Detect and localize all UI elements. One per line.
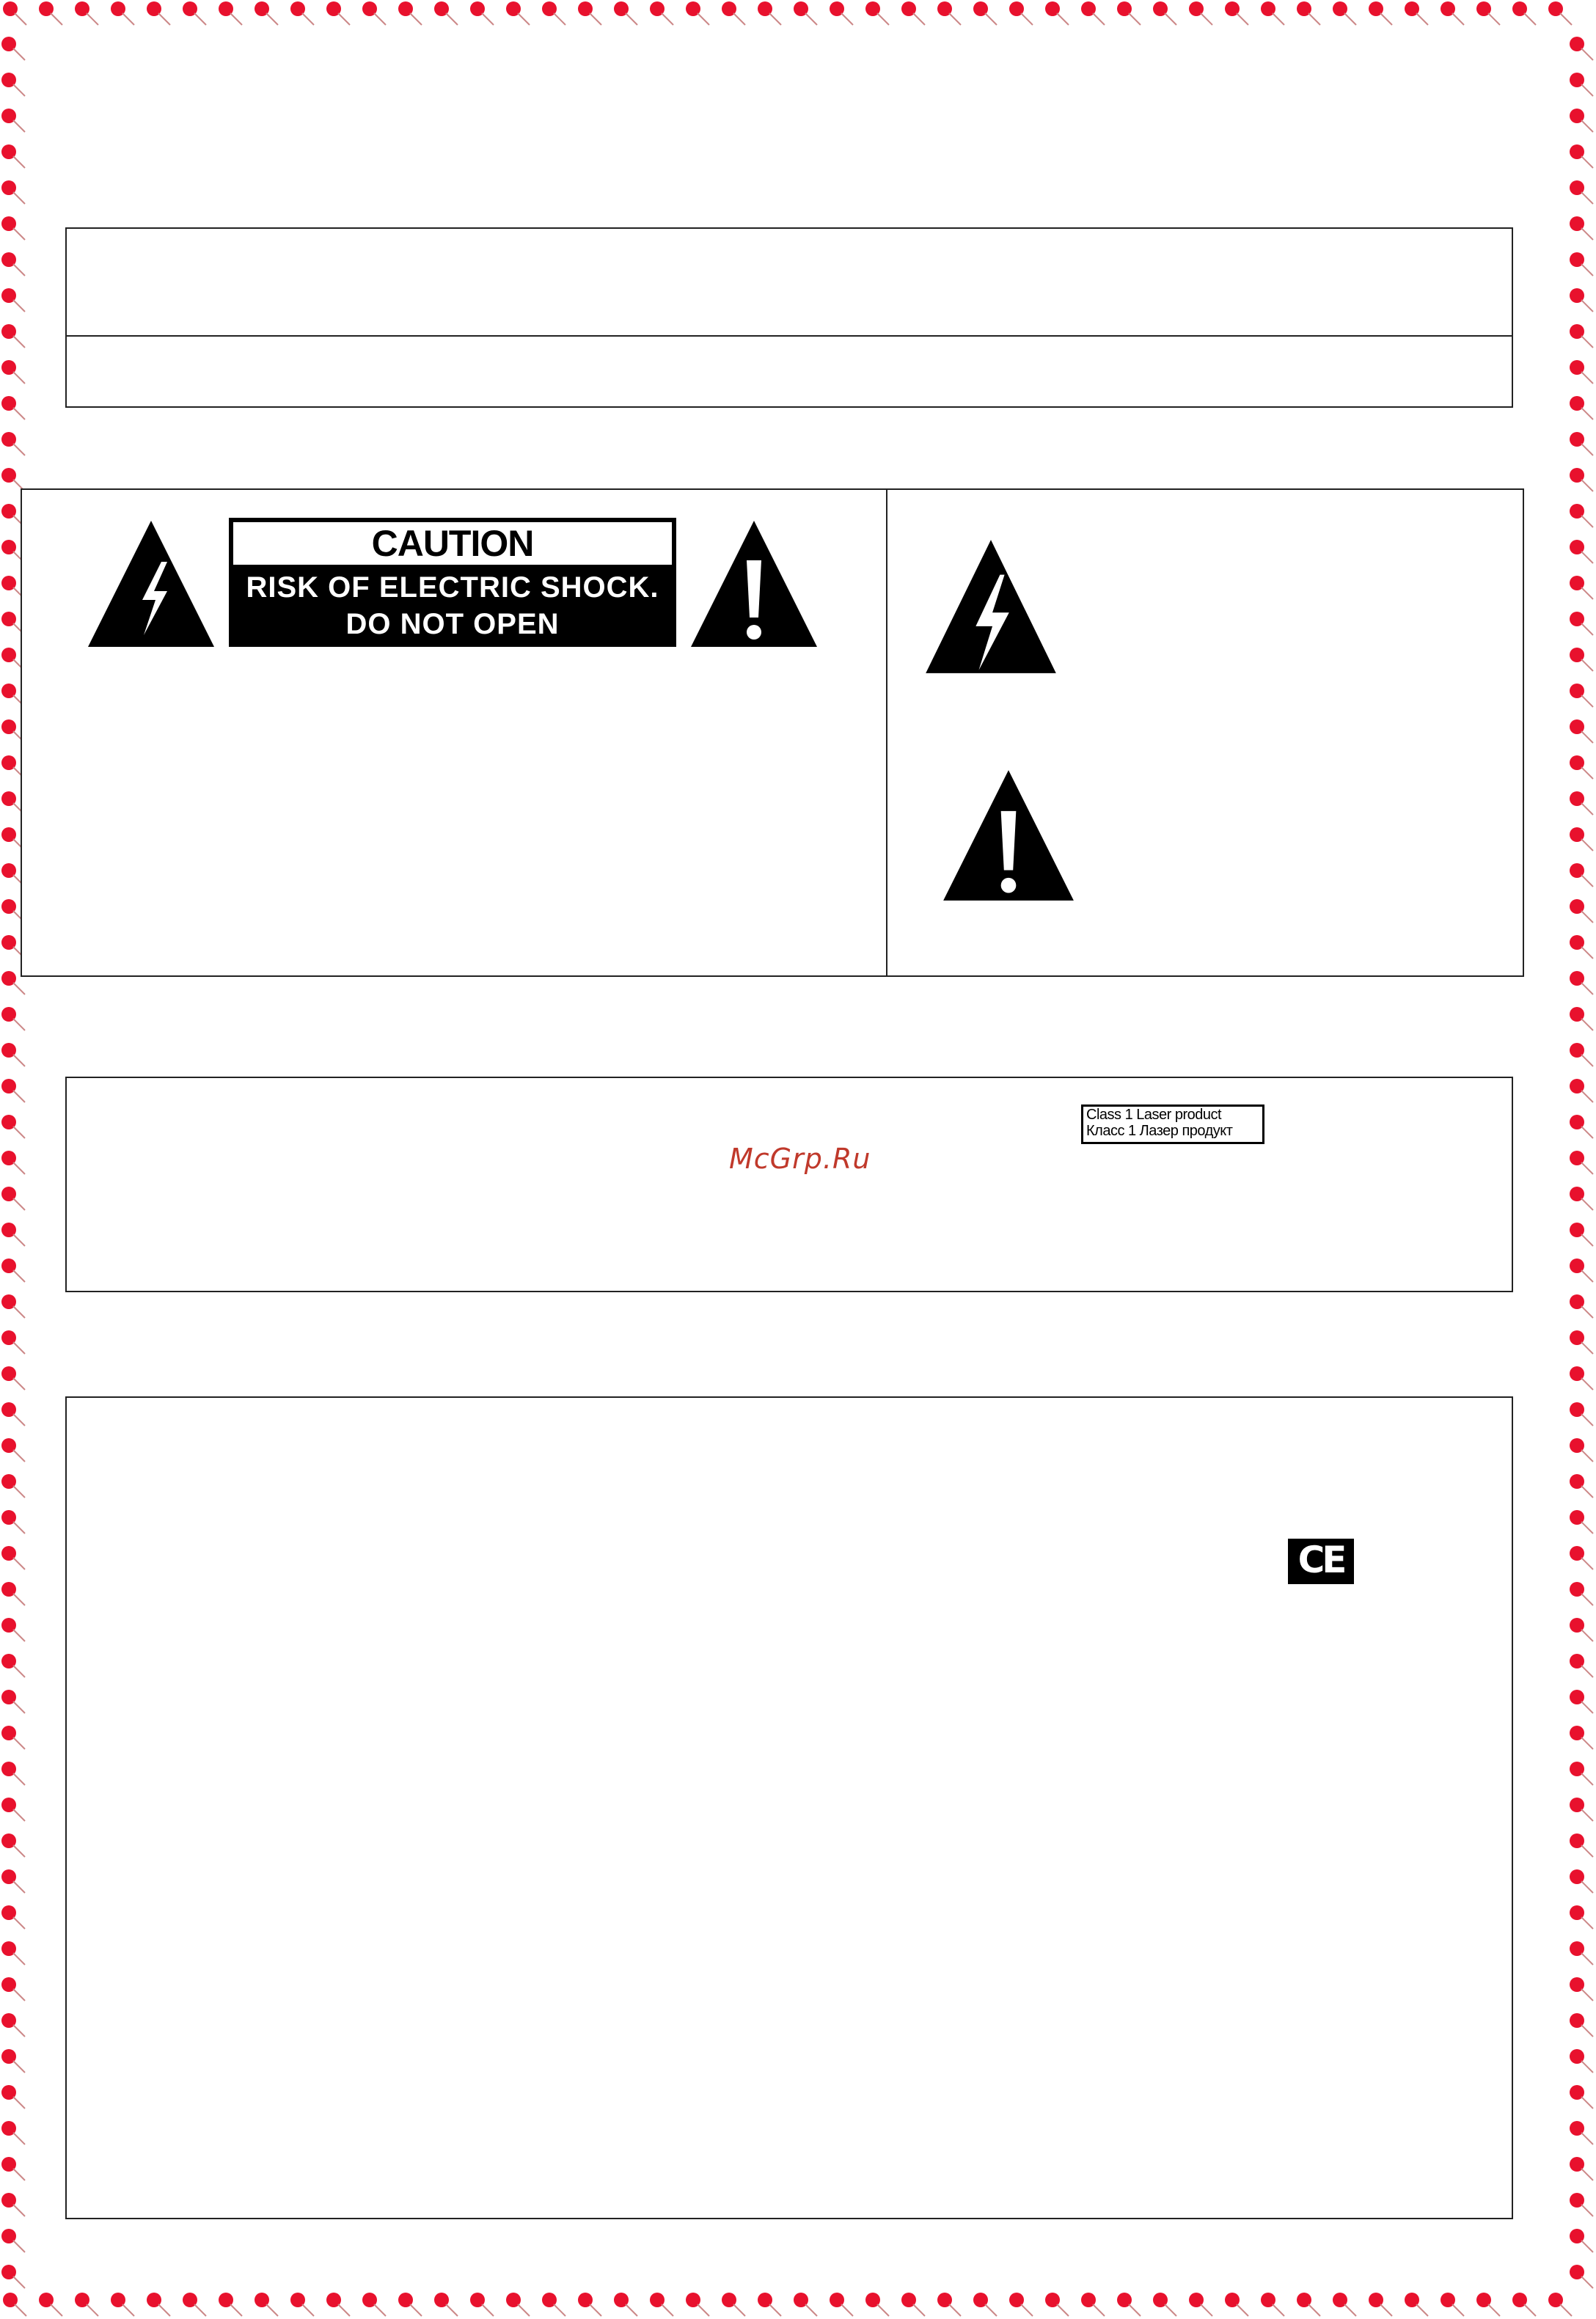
- exclamation-warning-icon: [940, 767, 1077, 904]
- compliance-box: [65, 1396, 1513, 2219]
- ce-mark-icon: CE: [1288, 1539, 1354, 1584]
- exclamation-warning-icon: [688, 518, 820, 650]
- caution-label: [229, 518, 676, 647]
- header-box: [65, 227, 1513, 408]
- lightning-warning-icon: [85, 518, 217, 650]
- watermark: McGrp.Ru: [729, 1143, 871, 1175]
- laser-label-line2: Класс 1 Лазер продукт: [1086, 1123, 1233, 1139]
- caution-do-not-open-line: DO NOT OPEN: [345, 608, 560, 640]
- lightning-warning-icon: [923, 537, 1059, 676]
- laser-label-line1: Class 1 Laser product: [1086, 1107, 1222, 1123]
- caution-panel-divider: [886, 488, 887, 977]
- laser-box: [65, 1077, 1513, 1292]
- caution-risk-line: RISK OF ELECTRIC SHOCK.: [246, 571, 659, 604]
- laser-product-label: [1081, 1104, 1264, 1144]
- caution-title: CAUTION: [233, 522, 672, 565]
- header-box-divider: [65, 335, 1513, 337]
